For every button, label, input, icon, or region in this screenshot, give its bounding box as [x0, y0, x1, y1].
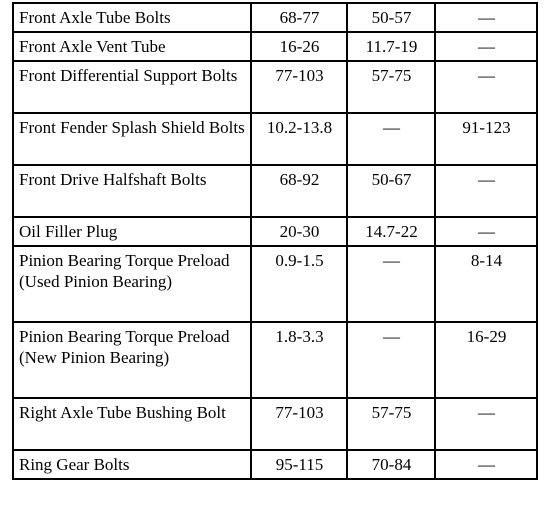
lbft-cell: 50-57 — [347, 3, 435, 32]
description-cell: Front Axle Tube Bolts — [13, 3, 251, 32]
lbin-cell: — — [435, 61, 537, 113]
table-row — [13, 217, 537, 246]
lbin-cell: — — [435, 450, 537, 479]
nm-cell: 95-115 — [251, 450, 347, 479]
description-cell: Front Drive Halfshaft Bolts — [13, 165, 251, 217]
nm-cell: 1.8-3.3 — [251, 322, 347, 398]
table-row — [13, 165, 537, 217]
table-row — [13, 113, 537, 165]
table-row — [13, 322, 537, 398]
lbft-cell: 14.7-22 — [347, 217, 435, 246]
nm-cell: 10.2-13.8 — [251, 113, 347, 165]
description-cell: Front Differential Support Bolts — [13, 61, 251, 113]
lbin-cell: 16-29 — [435, 322, 537, 398]
lbin-cell: 91-123 — [435, 113, 537, 165]
lbft-cell: 11.7-19 — [347, 32, 435, 61]
description-cell: Front Axle Vent Tube — [13, 32, 251, 61]
description-cell: Oil Filler Plug — [13, 217, 251, 246]
lbin-cell: — — [435, 32, 537, 61]
lbft-cell: 70-84 — [347, 450, 435, 479]
table-row — [13, 398, 537, 450]
nm-cell: 0.9-1.5 — [251, 246, 347, 322]
nm-cell: 20-30 — [251, 217, 347, 246]
lbft-cell: — — [347, 113, 435, 165]
lbft-cell: 50-67 — [347, 165, 435, 217]
lbft-cell: — — [347, 246, 435, 322]
description-cell: Ring Gear Bolts — [13, 450, 251, 479]
nm-cell: 68-92 — [251, 165, 347, 217]
nm-cell: 77-103 — [251, 398, 347, 450]
table-row — [13, 450, 537, 479]
lbin-cell: — — [435, 3, 537, 32]
nm-cell: 77-103 — [251, 61, 347, 113]
lbft-cell: 57-75 — [347, 61, 435, 113]
lbin-cell: — — [435, 398, 537, 450]
lbft-cell: — — [347, 322, 435, 398]
table-row — [13, 3, 537, 32]
lbin-cell: — — [435, 217, 537, 246]
description-cell: Pinion Bearing Torque Preload (Used Pinion Bearing) — [13, 246, 251, 322]
lbin-cell: 8-14 — [435, 246, 537, 322]
table-row — [13, 246, 537, 322]
nm-cell: 68-77 — [251, 3, 347, 32]
description-cell: Pinion Bearing Torque Preload (New Pinion Bearing) — [13, 322, 251, 398]
table-row — [13, 61, 537, 113]
lbin-cell: — — [435, 165, 537, 217]
nm-cell: 16-26 — [251, 32, 347, 61]
description-cell: Right Axle Tube Bushing Bolt — [13, 398, 251, 450]
table-row — [13, 32, 537, 61]
description-cell: Front Fender Splash Shield Bolts — [13, 113, 251, 165]
torque-spec-table — [12, 2, 538, 480]
lbft-cell: 57-75 — [347, 398, 435, 450]
